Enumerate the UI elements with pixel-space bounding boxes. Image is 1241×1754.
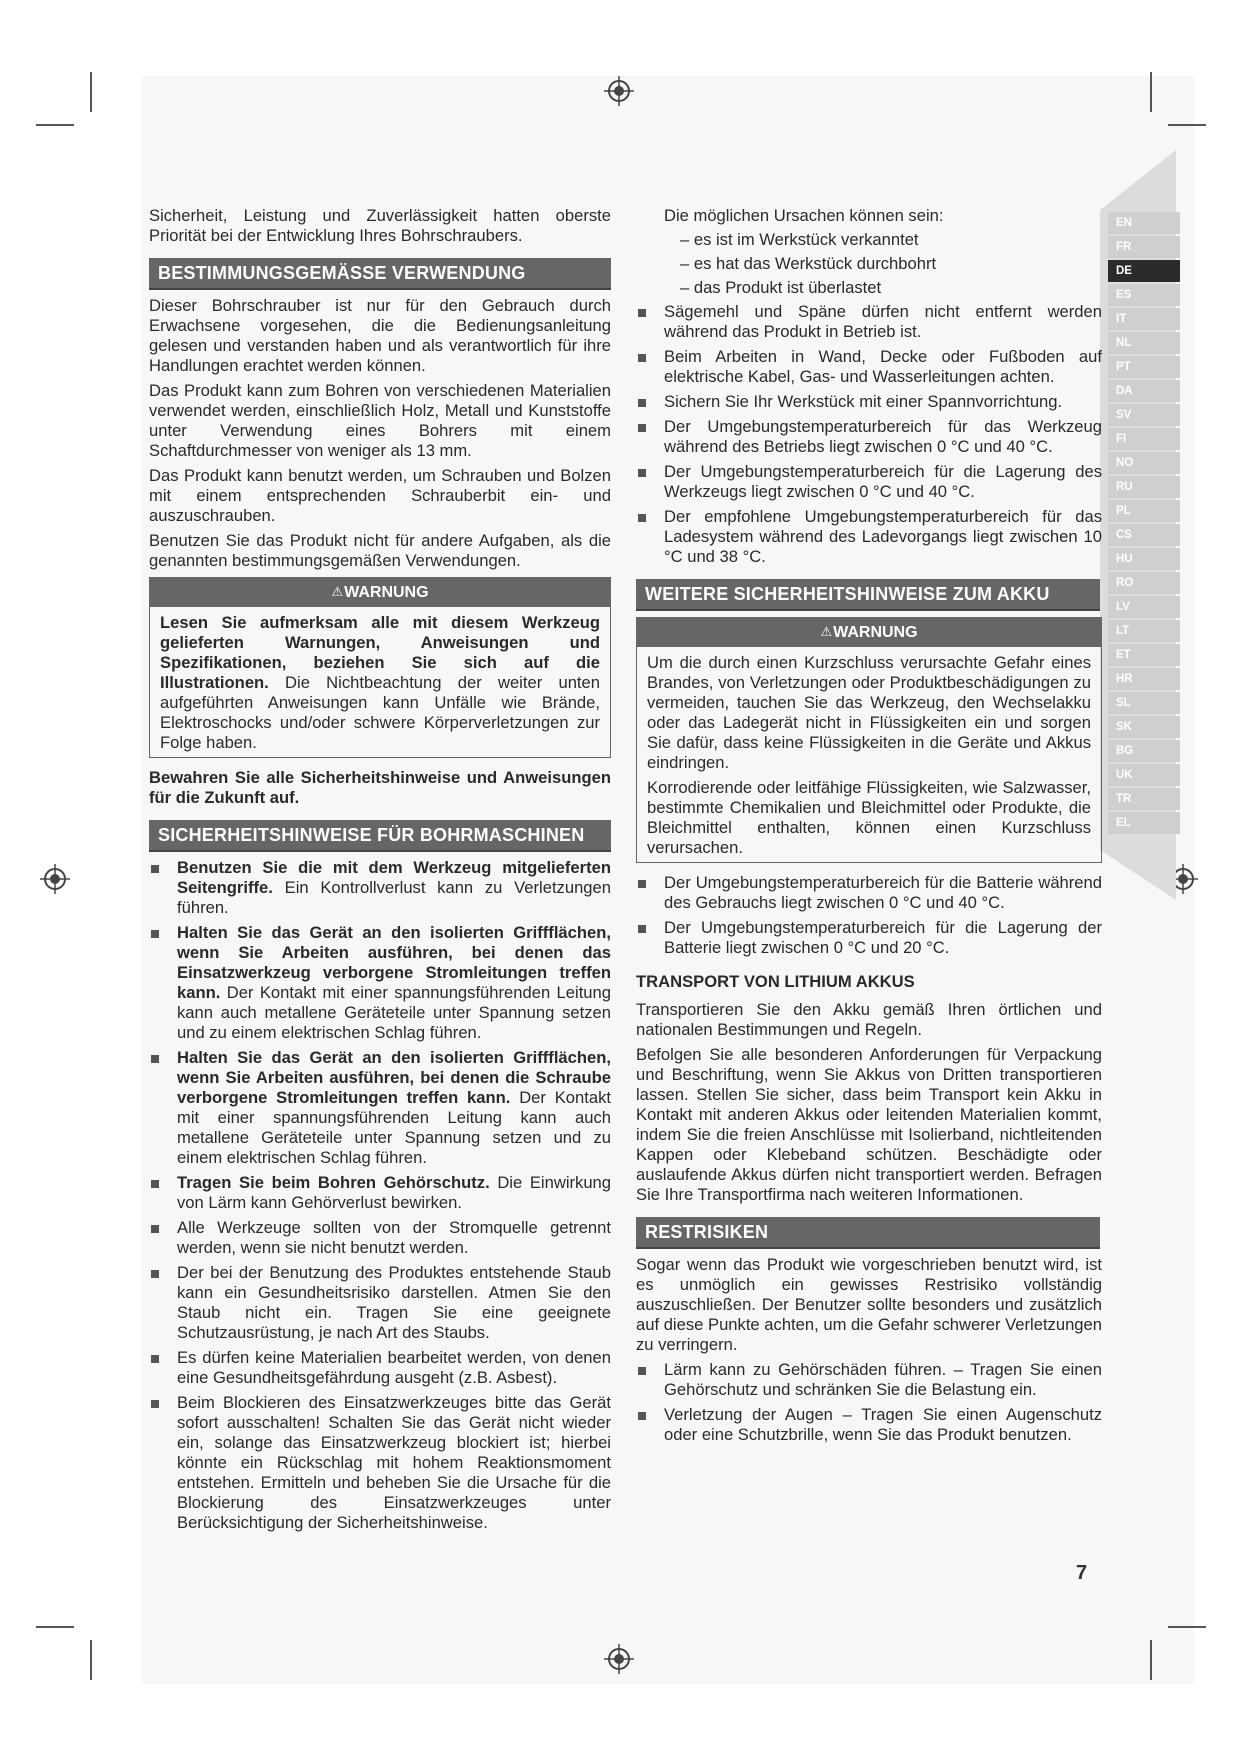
- list-item: Es dürfen keine Materialien bearbeitet werden, von denen eine Gesundheitsgefährdung ausgeht (z.B. Asbest).: [149, 1348, 611, 1388]
- list-item: Der Umgebungstemperaturbereich für die Lagerung der Batterie liegt zwischen 0 °C und 20 °C.: [636, 918, 1102, 958]
- transport-heading: TRANSPORT VON LITHIUM AKKUS: [636, 972, 915, 991]
- warning-text: Korrodierende oder leitfähige Flüssigkeiten, wie Salzwasser, bestimmte Chemikalien und Bleichmittel oder Produkte, die Bleichmittel enthalten, können einen Kurzschluss verursachen.: [647, 778, 1091, 857]
- crop-mark: [36, 1626, 74, 1628]
- language-tab-nl: NL: [1108, 332, 1180, 354]
- warning-box: [636, 617, 1102, 863]
- warning-header: [637, 618, 1101, 647]
- language-tab-sk: SK: [1108, 716, 1180, 738]
- crop-mark: [90, 1640, 92, 1680]
- list-item: Verletzung der Augen – Tragen Sie einen Augenschutz oder eine Schutzbrille, wenn Sie das Produkt benutzen.: [636, 1405, 1102, 1445]
- registration-mark-icon: [604, 1644, 634, 1674]
- list-item: Der Umgebungstemperaturbereich für die Lagerung des Werkzeugs liegt zwischen 0 °C und 40 °C.: [636, 462, 1102, 502]
- left-column: [149, 206, 611, 1538]
- list-item: Sichern Sie Ihr Werkstück mit einer Spannvorrichtung.: [636, 392, 1102, 412]
- paragraph: Das Produkt kann zum Bohren von verschiedenen Materialien verwendet werden, einschließlich Holz, Metall und Kunststoffe unter Verwendung eines Bohrers mit einem Schaftdurchmesser von weniger als 13 mm.: [149, 381, 611, 460]
- crop-mark: [1150, 72, 1152, 112]
- intro-text: Sicherheit, Leistung und Zuverlässigkeit hatten oberste Priorität bei der Entwicklung Ihres Bohrschraubers.: [149, 206, 611, 245]
- list-item: Der bei der Benutzung des Produktes entstehende Staub kann ein Gesundheitsrisiko darstellen. Atmen Sie den Staub nicht ein. Tragen Sie eine geeignete Schutzausrüstung, je nach Art des Staubs.: [149, 1263, 611, 1343]
- language-tab-hr: HR: [1108, 668, 1180, 690]
- warning-body: [150, 607, 610, 757]
- language-tab-ro: RO: [1108, 572, 1180, 594]
- language-tab-pt: PT: [1108, 356, 1180, 378]
- page-number: 7: [1076, 1562, 1088, 1584]
- registration-mark-icon: [604, 76, 634, 106]
- list-item: Halten Sie das Gerät an den isolierten Griffflächen, wenn Sie Arbeiten ausführen, bei denen die Schraube verborgene Stromleitungen treffen kann. Der Kontakt mit einer spannungsführenden Leitung kann auch metallene Geräteteile unter Spannung setzen und zu einem elektrischen Schlag führen.: [149, 1048, 611, 1168]
- safety-list: [636, 302, 1102, 567]
- language-tab-cs: CS: [1108, 524, 1180, 546]
- causes-list: [636, 230, 1102, 298]
- list-item: Alle Werkzeuge sollten von der Stromquelle getrennt werden, wenn sie nicht benutzt werden.: [149, 1218, 611, 1258]
- warning-triangle-icon: ⚠: [331, 584, 344, 599]
- language-tab-pl: PL: [1108, 500, 1180, 522]
- language-tab-fr: FR: [1108, 236, 1180, 258]
- language-tab-uk: UK: [1108, 764, 1180, 786]
- crop-mark: [1150, 1640, 1152, 1680]
- list-item: Benutzen Sie die mit dem Werkzeug mitgelieferten Seitengriffe. Ein Kontrollverlust kann zu Verletzungen führen.: [149, 858, 611, 918]
- language-tab-bg: BG: [1108, 740, 1180, 762]
- crop-mark: [1168, 124, 1206, 126]
- language-tab-es: ES: [1108, 284, 1180, 306]
- language-tab-en: EN: [1108, 212, 1180, 234]
- battery-list: [636, 873, 1102, 958]
- paragraph: Benutzen Sie das Produkt nicht für andere Aufgaben, als die genannten bestimmungsgemäßen Verwendungen.: [149, 531, 611, 570]
- drill-safety-list: [149, 858, 611, 1533]
- language-tab-sl: SL: [1108, 692, 1180, 714]
- language-tab-it: IT: [1108, 308, 1180, 330]
- section-heading-intended-use: BESTIMMUNGSGEMÄSSE VERWENDUNG: [149, 258, 611, 290]
- paragraph: Das Produkt kann benutzt werden, um Schrauben und Bolzen mit einem entsprechenden Schrauberbit ein- und auszuschrauben.: [149, 466, 611, 525]
- paragraph: Sogar wenn das Produkt wie vorgeschrieben benutzt wird, ist es unmöglich ein gewisses Restrisiko vollständig auszuschließen. Der Benutzer sollte besonders und zusätzlich auf diese Punkte achten, um die Gefahr schwerer Verletzungen zu verringern.: [636, 1255, 1102, 1354]
- language-tab-et: ET: [1108, 644, 1180, 666]
- causes-intro: Die möglichen Ursachen können sein:: [664, 206, 944, 225]
- language-tab-de: DE: [1108, 260, 1180, 282]
- cause-item: – es ist im Werkstück verkanntet: [680, 230, 919, 249]
- warning-title: WARNUNG: [344, 584, 429, 601]
- language-tab-ru: RU: [1108, 476, 1180, 498]
- warning-body: [637, 647, 1101, 862]
- language-tab-el: EL: [1108, 812, 1180, 834]
- language-tab-sv: SV: [1108, 404, 1180, 426]
- cause-item: – das Produkt ist überlastet: [680, 278, 882, 297]
- list-item: Der Umgebungstemperaturbereich für die Batterie während des Gebrauchs liegt zwischen 0 °C und 40 °C.: [636, 873, 1102, 913]
- residual-risks-list: [636, 1360, 1102, 1445]
- list-item: Der empfohlene Umgebungstemperaturbereich für das Ladesystem während des Ladevorgangs liegt zwischen 10 °C und 38 °C.: [636, 507, 1102, 567]
- list-item: Der Umgebungstemperaturbereich für das Werkzeug während des Betriebs liegt zwischen 0 °C und 40 °C.: [636, 417, 1102, 457]
- list-item: Beim Blockieren des Einsatzwerkzeuges bitte das Gerät sofort ausschalten! Schalten Sie das Gerät nicht wieder ein, solange das Einsatzwerkzeug blockiert ist; hierbei könnte ein Rückschlag mit hohem Reaktionsmoment entstehen. Ermitteln und beheben Sie die Ursache für die Blockierung des Einsatzwerkzeuges unter Berücksichtigung der Sicherheitshinweise.: [149, 1393, 611, 1533]
- language-tab-no: NO: [1108, 452, 1180, 474]
- language-tab-lv: LV: [1108, 596, 1180, 618]
- language-index: [1108, 212, 1180, 836]
- right-column: [636, 206, 1102, 1450]
- warning-text: Um die durch einen Kurzschluss verursachte Gefahr eines Brandes, von Verletzungen oder Produktbeschädigungen zu vermeiden, tauchen Sie das Werkzeug, den Wechselakku oder das Ladegerät nicht in Flüssigkeiten ein und sorgen Sie dafür, dass keine Flüssigkeiten in die Geräte und Akkus eindringen.: [647, 653, 1091, 772]
- warning-header: [150, 578, 610, 607]
- crop-mark: [90, 72, 92, 112]
- section-heading-residual-risks: RESTRISIKEN: [636, 1217, 1100, 1249]
- language-tab-hu: HU: [1108, 548, 1180, 570]
- warning-title: WARNUNG: [833, 624, 918, 641]
- language-tab-fi: FI: [1108, 428, 1180, 450]
- paragraph: Transportieren Sie den Akku gemäß Ihren örtlichen und nationalen Bestimmungen und Regeln.: [636, 1000, 1102, 1039]
- warning-triangle-icon: ⚠: [820, 624, 833, 639]
- section-heading-drill-safety: SICHERHEITSHINWEISE FÜR BOHRMASCHINEN: [149, 820, 611, 852]
- language-tab-tr: TR: [1108, 788, 1180, 810]
- keep-instructions-notice: Bewahren Sie alle Sicherheitshinweise und Anweisungen für die Zukunft auf.: [149, 768, 611, 807]
- paragraph: Befolgen Sie alle besonderen Anforderungen für Verpackung und Beschriftung, wenn Sie Akkus von Dritten transportieren lassen. Stellen Sie sicher, dass beim Transport kein Akku in Kontakt mit anderen Akkus oder leitenden Materialien kommt, indem Sie die freien Anschlüsse mit Isolierband, nichtleitenden Kappen oder Klebeband schützen. Beschädigte oder auslaufende Akkus dürfen nicht transportiert werden. Befragen Sie Ihre Transportfirma nach weiteren Informationen.: [636, 1045, 1102, 1204]
- list-item: Halten Sie das Gerät an den isolierten Griffflächen, wenn Sie Arbeiten ausführen, bei denen das Einsatzwerkzeug verborgene Stromleitungen treffen kann. Der Kontakt mit einer spannungsführenden Leitung kann auch metallene Geräteteile unter Spannung setzen und zu einem elektrischen Schlag führen.: [149, 923, 611, 1043]
- registration-mark-icon: [40, 864, 70, 894]
- list-item: Tragen Sie beim Bohren Gehörschutz. Die Einwirkung von Lärm kann Gehörverlust bewirken.: [149, 1173, 611, 1213]
- language-tab-da: DA: [1108, 380, 1180, 402]
- paragraph: Dieser Bohrschrauber ist nur für den Gebrauch durch Erwachsene vorgesehen, die die Bedienungsanleitung gelesen und verstanden haben und als verantwortlich für ihre Handlungen erachtet werden können.: [149, 296, 611, 375]
- list-item: Sägemehl und Späne dürfen nicht entfernt werden während das Produkt in Betrieb ist.: [636, 302, 1102, 342]
- warning-text: Die Nichtbeachtung der weiter unten aufgeführten Anweisungen kann Unfälle wie Brände, Elektroschocks und/oder schwere Körperverletzungen zur Folge haben.: [160, 673, 600, 752]
- section-heading-battery-safety: WEITERE SICHERHEITSHINWEISE ZUM AKKU: [636, 579, 1100, 611]
- language-tab-lt: LT: [1108, 620, 1180, 642]
- warning-bold-text: Lesen Sie aufmerksam alle mit diesem Werkzeug gelieferten Warnungen, Anweisungen und Spezifikationen, beziehen Sie sich auf die Illustrationen.: [160, 613, 600, 692]
- crop-mark: [36, 124, 74, 126]
- crop-mark: [1168, 1626, 1206, 1628]
- cause-item: – es hat das Werkstück durchbohrt: [680, 254, 937, 273]
- list-item: Beim Arbeiten in Wand, Decke oder Fußboden auf elektrische Kabel, Gas- und Wasserleitungen achten.: [636, 347, 1102, 387]
- list-item: Lärm kann zu Gehörschäden führen. – Tragen Sie einen Gehörschutz und schränken Sie die Belastung ein.: [636, 1360, 1102, 1400]
- warning-box: [149, 577, 611, 758]
